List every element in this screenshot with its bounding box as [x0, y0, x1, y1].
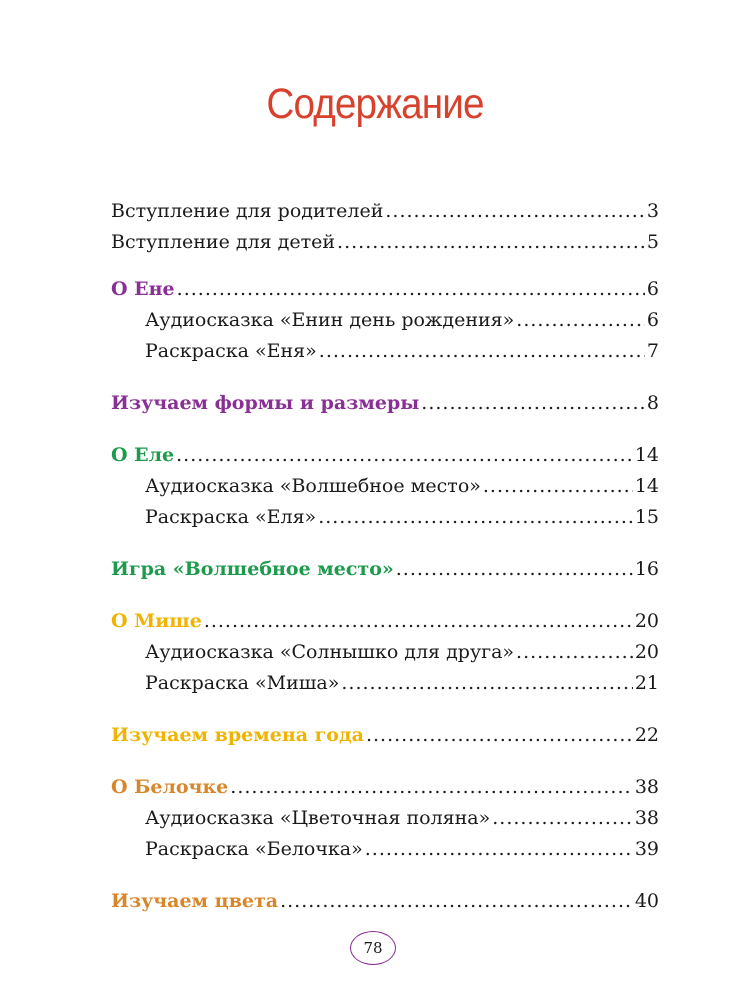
toc-entry-page: 14	[634, 475, 659, 497]
page-title: Содержание	[266, 80, 484, 128]
toc-leader-dots	[177, 274, 645, 305]
toc-subentry[interactable]	[111, 803, 659, 834]
toc-section-label: Игра «Волшебное место»	[111, 558, 394, 580]
toc-section-label: Изучаем времена года	[111, 724, 364, 746]
toc-entry-label: Вступление для родителей	[111, 200, 384, 222]
page-number-badge	[350, 931, 396, 965]
toc-entry-page: 6	[646, 278, 659, 300]
toc-entry-page: 20	[634, 641, 659, 663]
toc-subentry[interactable]	[111, 336, 659, 367]
toc-subentry[interactable]	[111, 502, 659, 533]
toc-section-entry[interactable]	[111, 606, 659, 637]
toc-entry-label: Аудиосказка «Волшебное место»	[145, 475, 481, 497]
toc-leader-dots	[516, 305, 645, 336]
toc-leader-dots	[385, 196, 645, 227]
table-of-contents	[111, 196, 659, 917]
toc-entry-label: Раскраска «Еля»	[145, 506, 317, 528]
toc-entry-page: 22	[634, 724, 659, 746]
toc-subentry[interactable]	[111, 471, 659, 502]
toc-entry-page: 14	[634, 444, 659, 466]
toc-entry-label: Аудиосказка «Енин день рождения»	[145, 309, 515, 331]
toc-entry-page: 38	[634, 776, 659, 798]
toc-entry-page: 3	[646, 200, 659, 222]
toc-leader-dots	[365, 834, 633, 865]
toc-leader-dots	[492, 803, 633, 834]
toc-section-label: О Ене	[111, 278, 175, 300]
toc-section-label: Изучаем формы и размеры	[111, 392, 420, 414]
toc-entry-page: 39	[634, 838, 659, 860]
toc-leader-dots	[516, 637, 633, 668]
toc-leader-dots	[337, 227, 645, 258]
toc-section-entry[interactable]	[111, 388, 659, 419]
toc-subentry[interactable]	[111, 637, 659, 668]
toc-entry-label: Раскраска «Еня»	[145, 340, 317, 362]
toc-subentry[interactable]	[111, 305, 659, 336]
toc-section-label: О Еле	[111, 444, 175, 466]
toc-entry-page: 5	[646, 231, 659, 253]
toc-entry-page: 38	[634, 807, 659, 829]
toc-leader-dots	[366, 720, 633, 751]
toc-leader-dots	[230, 772, 633, 803]
toc-entry[interactable]	[111, 196, 659, 227]
toc-leader-dots	[421, 388, 645, 419]
toc-entry-label: Раскраска «Белочка»	[145, 838, 363, 860]
toc-entry-label: Аудиосказка «Цветочная поляна»	[145, 807, 491, 829]
toc-section-label: О Мише	[111, 610, 202, 632]
toc-entry-page: 8	[646, 392, 659, 414]
toc-leader-dots	[204, 606, 633, 637]
toc-entry-page: 21	[634, 672, 659, 694]
toc-section-entry[interactable]	[111, 274, 659, 305]
toc-section-label: О Белочке	[111, 776, 229, 798]
toc-subentry[interactable]	[111, 834, 659, 865]
toc-leader-dots	[396, 554, 633, 585]
toc-entry-label: Вступление для детей	[111, 231, 336, 253]
toc-entry-label: Аудиосказка «Солнышко для друга»	[145, 641, 515, 663]
toc-section-entry[interactable]	[111, 440, 659, 471]
toc-entry-page: 6	[646, 309, 659, 331]
toc-entry-page: 16	[634, 558, 659, 580]
toc-section-label: Изучаем цвета	[111, 890, 279, 912]
toc-leader-dots	[483, 471, 633, 502]
toc-entry[interactable]	[111, 227, 659, 258]
toc-entry-page: 7	[646, 340, 659, 362]
toc-entry-page: 40	[634, 890, 659, 912]
toc-leader-dots	[341, 668, 632, 699]
toc-section-entry[interactable]	[111, 720, 659, 751]
toc-leader-dots	[280, 886, 633, 917]
toc-section-entry[interactable]	[111, 886, 659, 917]
toc-leader-dots	[318, 502, 633, 533]
toc-leader-dots	[176, 440, 633, 471]
toc-entry-label: Раскраска «Миша»	[145, 672, 340, 694]
toc-section-entry[interactable]	[111, 554, 659, 585]
toc-leader-dots	[319, 336, 645, 367]
toc-entry-page: 15	[634, 506, 659, 528]
toc-section-entry[interactable]	[111, 772, 659, 803]
page-number: 78	[363, 939, 383, 957]
toc-entry-page: 20	[634, 610, 659, 632]
toc-subentry[interactable]	[111, 668, 659, 699]
